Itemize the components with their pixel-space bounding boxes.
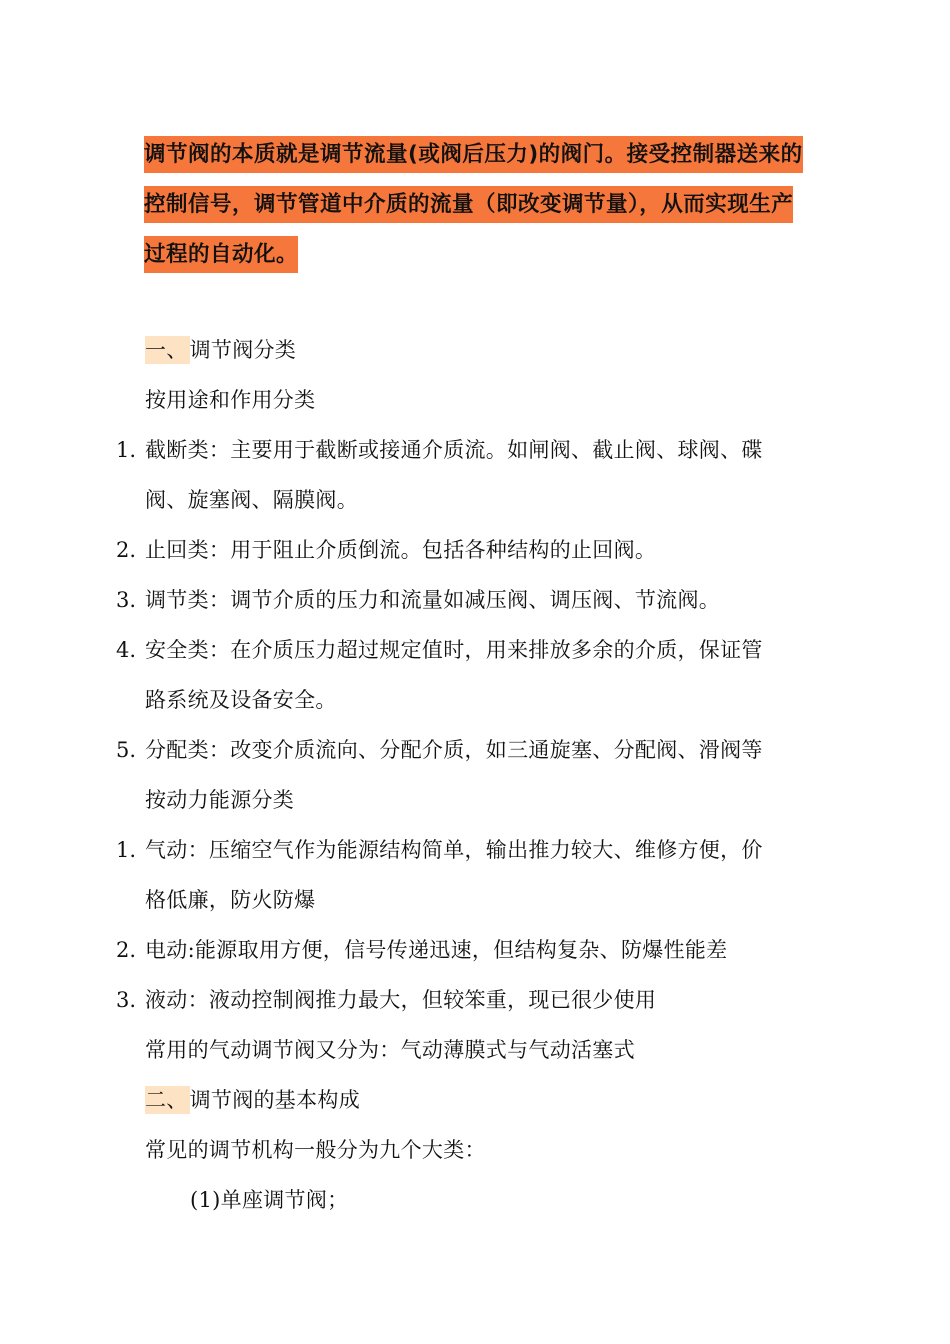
section-1-title: 调节阀分类 <box>189 338 297 362</box>
section-1-number: 一、 <box>145 338 188 362</box>
subtitle-by-purpose: 按用途和作用分类 <box>145 388 316 412</box>
list-number: 2. <box>116 538 137 562</box>
section-2-number: 二、 <box>145 1088 188 1112</box>
list-item-text: 截断类：主要用于截断或接通介质流。如闸阀、截止阀、球阀、碟 <box>145 438 763 462</box>
section-2-heading <box>145 1083 360 1117</box>
intro-highlight-text: 调节阀的本质就是调节流量(或阀后压力)的阀门。接受控制器送来的控制信号，调节管道中介质的流量（即改变调节量），从而实现生产过程的自动化。 <box>144 136 803 273</box>
list-number: 3. <box>116 988 137 1012</box>
subtitle-by-power: 按动力能源分类 <box>145 788 295 812</box>
list-item-text: 安全类：在介质压力超过规定值时，用来排放多余的介质，保证管 <box>145 638 763 662</box>
list-item-text-continued: 阀、旋塞阀、隔膜阀。 <box>145 488 358 512</box>
list-item-text: 分配类：改变介质流向、分配介质，如三通旋塞、分配阀、滑阀等 <box>145 738 763 762</box>
pneumatic-note: 常用的气动调节阀又分为：气动薄膜式与气动活塞式 <box>145 1038 635 1062</box>
valve-type-item: (1)单座调节阀； <box>190 1188 349 1212</box>
list-item-text: 液动：液动控制阀推力最大，但较笨重，现已很少使用 <box>145 988 657 1012</box>
list-number: 3. <box>116 588 137 612</box>
list-number: 5. <box>116 738 137 762</box>
section-2-intro: 常见的调节机构一般分为九个大类： <box>145 1138 486 1162</box>
list-item-text: 止回类：用于阻止介质倒流。包括各种结构的止回阀。 <box>145 538 657 562</box>
intro-paragraph <box>144 130 814 280</box>
section-2-title: 调节阀的基本构成 <box>189 1088 361 1112</box>
list-number: 1. <box>116 838 137 862</box>
list-item-text-continued: 格低廉，防火防爆 <box>145 888 316 912</box>
list-number: 2. <box>116 938 137 962</box>
list-item-text: 电动:能源取用方便，信号传递迅速，但结构复杂、防爆性能差 <box>145 938 728 962</box>
list-item-text: 调节类：调节介质的压力和流量如减压阀、调压阀、节流阀。 <box>145 588 721 612</box>
list-number: 1. <box>116 438 137 462</box>
list-item-text-continued: 路系统及设备安全。 <box>145 688 337 712</box>
list-item-text: 气动：压缩空气作为能源结构简单，输出推力较大、维修方便，价 <box>145 838 763 862</box>
section-1-heading <box>145 333 296 367</box>
list-number: 4. <box>116 638 137 662</box>
